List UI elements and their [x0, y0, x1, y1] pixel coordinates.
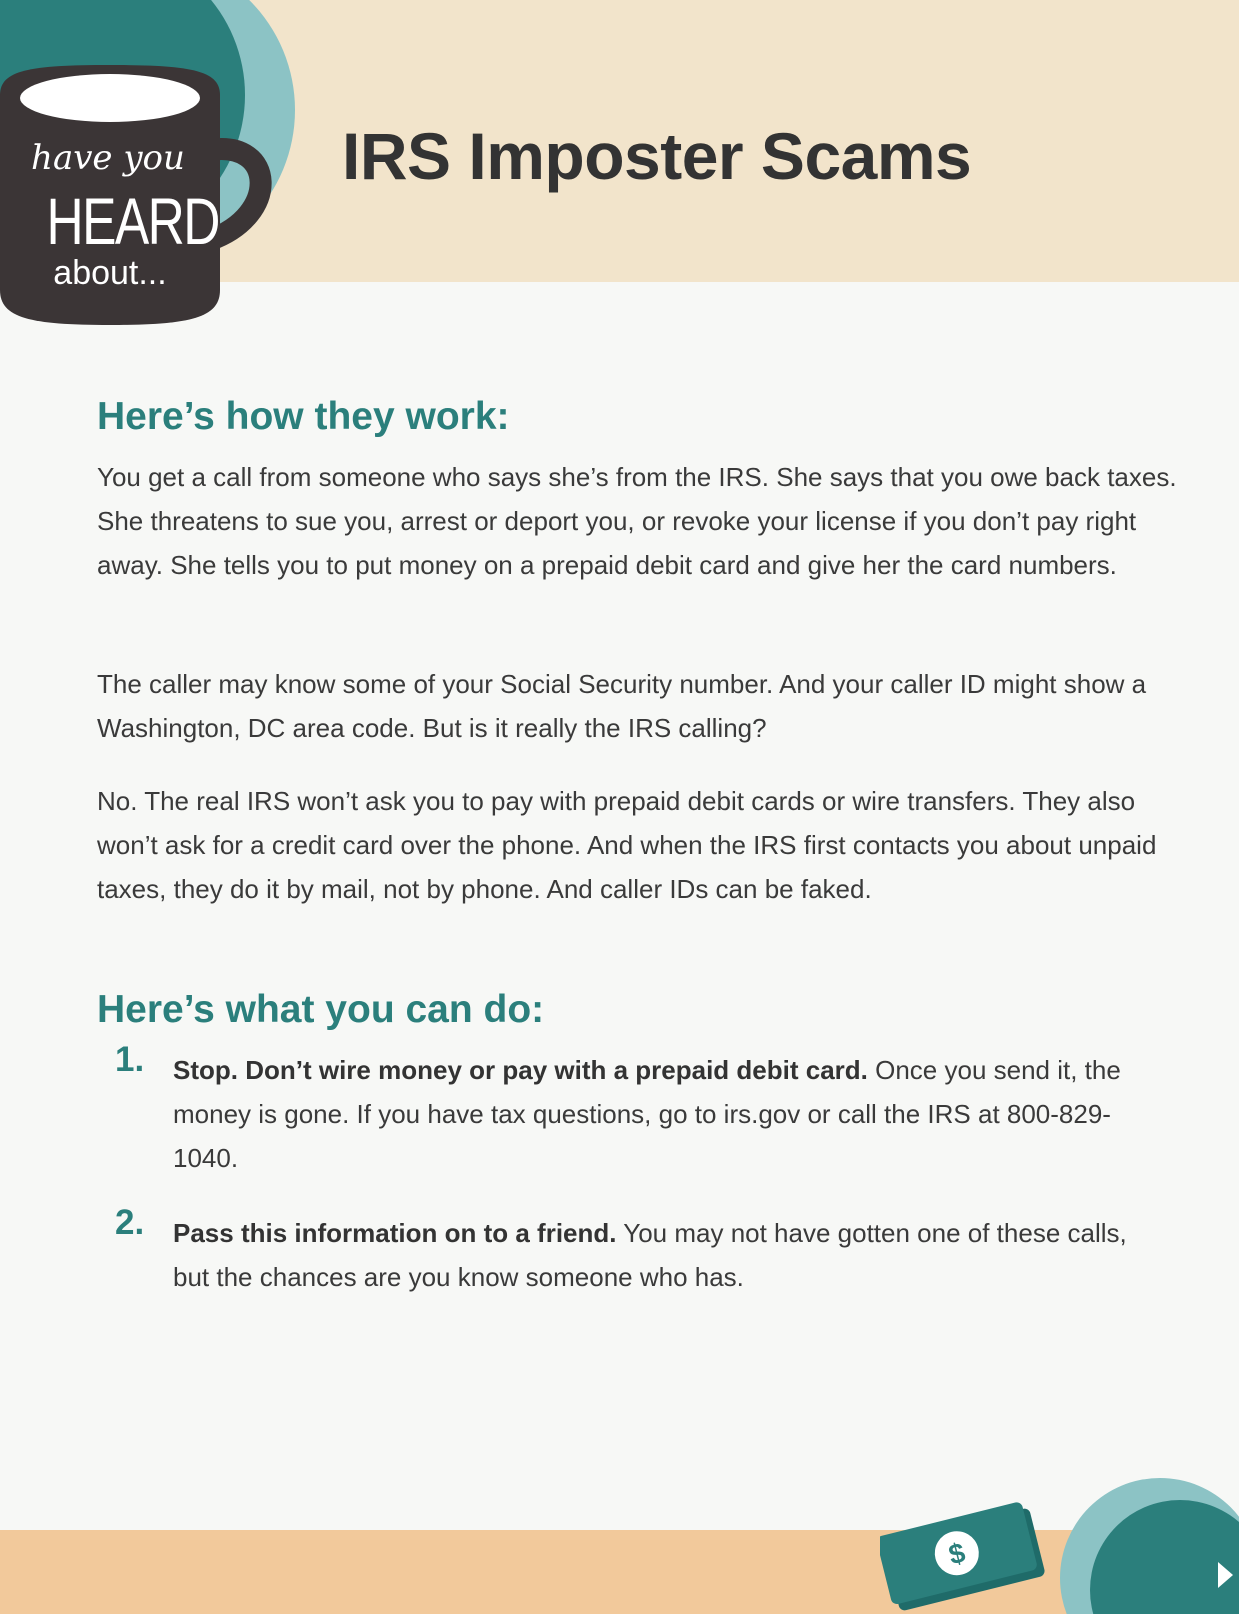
- list-item-step-1: [115, 1040, 1135, 1180]
- paragraph-scam-description: You get a call from someone who says she’s from the IRS. She says that you owe back taxes. She threatens to sue you, arrest or deport you, or revoke your license if you don’t pay right away. She tells you to put money on a prepaid debit card and give her the card numbers.: [97, 462, 1177, 580]
- step-body-text: You may not have gotten one of these calls, but the chances are you know someone who has.: [173, 1218, 1127, 1292]
- step-number: 1.: [115, 1040, 145, 1079]
- svg-text:$: $: [945, 1536, 969, 1571]
- section-heading-how-they-work: Here’s how they work:: [97, 395, 510, 438]
- step-number: 2.: [115, 1203, 145, 1242]
- logo-line-heard: HEARD: [46, 184, 219, 258]
- step-bold-text: Pass this information on to a friend.: [173, 1218, 617, 1248]
- logo-line-have-you: have you: [31, 138, 185, 178]
- section-heading-what-you-can-do: Here’s what you can do:: [97, 988, 545, 1031]
- list-item-step-2: [115, 1203, 1135, 1299]
- step-text: [173, 1211, 1135, 1299]
- next-arrow-icon[interactable]: [1218, 1562, 1233, 1588]
- money-bill-icon: [880, 1460, 1239, 1614]
- paragraph-caller-id: The caller may know some of your Social Security number. And your caller ID might show a Washington, DC area code. But is it really the IRS calling?: [97, 669, 1147, 743]
- paragraph-real-irs: No. The real IRS won’t ask you to pay with prepaid debit cards or wire transfers. They also won’t ask for a credit card over the phone. And when the IRS first contacts you about unpaid taxes, they do it by mail, not by phone. And caller IDs can be faked.: [97, 786, 1157, 904]
- step-body-text: Once you send it, the money is gone. If you have tax questions, go to irs.gov or call the IRS at 800-829-1040.: [173, 1055, 1121, 1173]
- step-text: [173, 1048, 1135, 1180]
- step-bold-text: Stop. Don’t wire money or pay with a prepaid debit card.: [173, 1055, 868, 1085]
- logo-line-about: about...: [53, 254, 167, 292]
- page-title: IRS Imposter Scams: [342, 119, 972, 193]
